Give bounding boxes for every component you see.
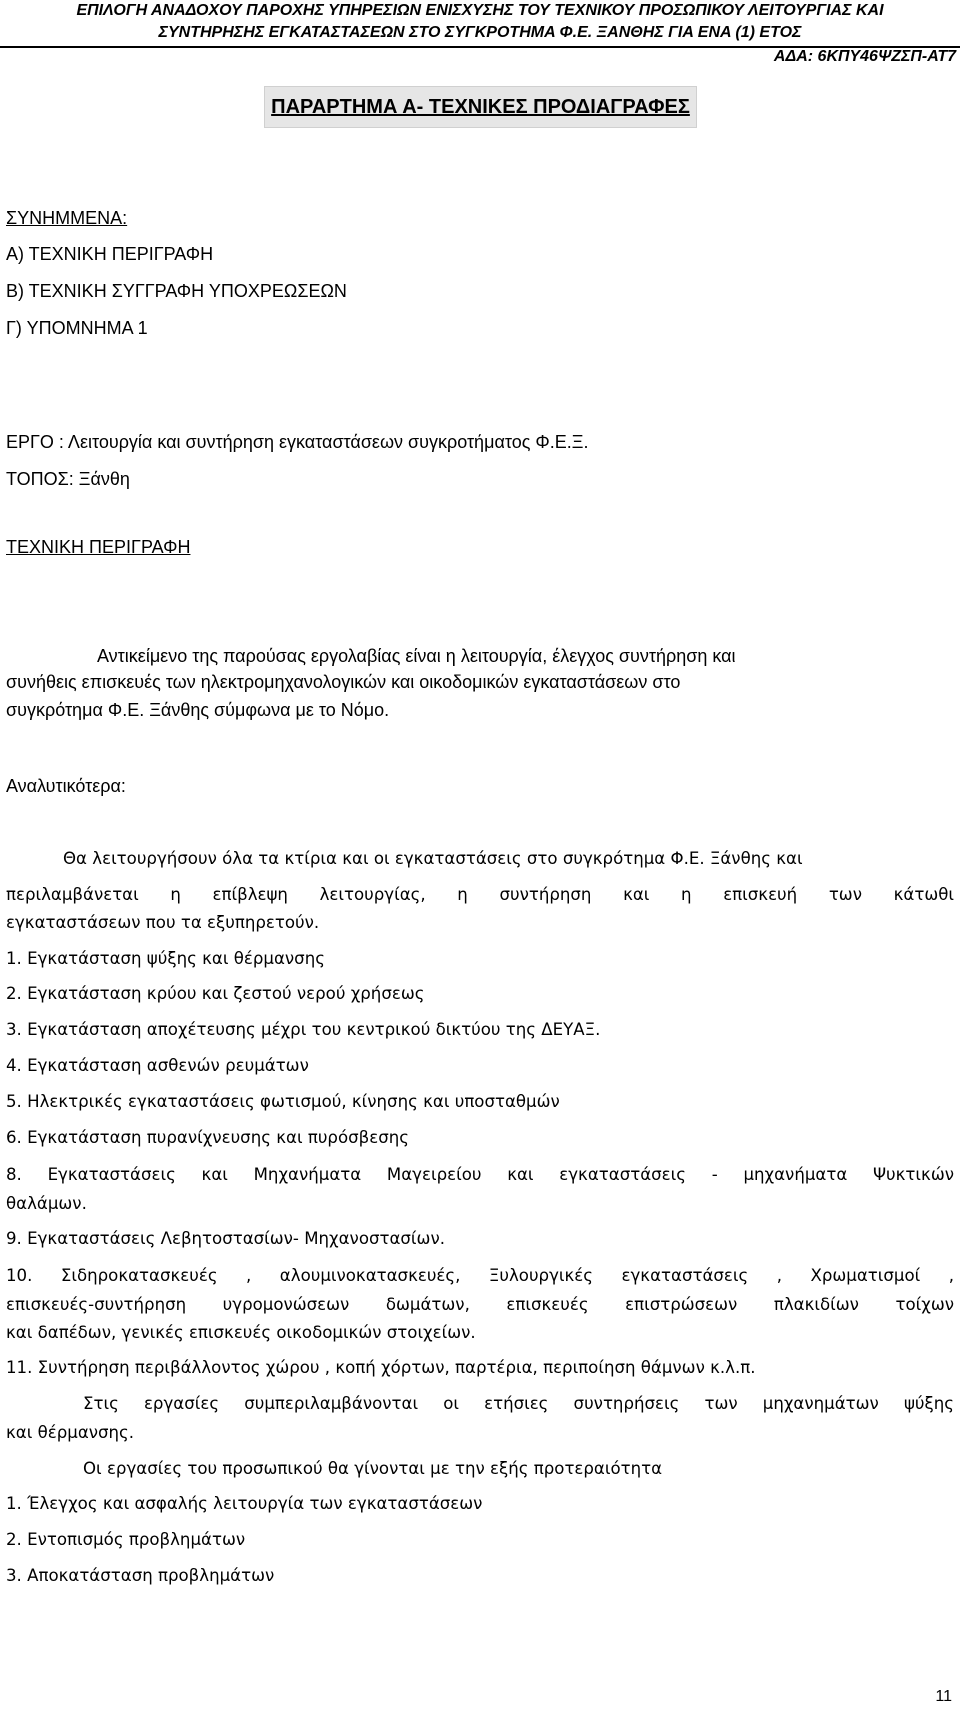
page-number: 11: [935, 1688, 952, 1705]
ada-code: ΑΔΑ: 6ΚΠΥ46ΨΖΣΠ-ΑΤ7: [773, 48, 956, 65]
project-place: ΤΟΠΟΣ: Ξάνθη: [6, 469, 130, 489]
technical-description-heading: ΤΕΧΝΙΚΗ ΠΕΡΙΓΡΑΦΗ: [6, 537, 191, 557]
detail-line-3: εγκαταστάσεων που τα εξυπηρετούν.: [6, 913, 320, 932]
installation-item-8-line-1: 8. Εγκαταστάσεις και Μηχανήματα Μαγειρείου και εγκαταστάσεις - μηχανήματα Ψυκτικών: [6, 1165, 954, 1184]
attachment-item-c: Γ) ΥΠΟΜΝΗΜΑ 1: [6, 318, 148, 338]
attachment-item-a: Α) ΤΕΧΝΙΚΗ ΠΕΡΙΓΡΑΦΗ: [6, 244, 214, 264]
intro-line-3: συγκρότημα Φ.Ε. Ξάνθης σύμφωνα με το Νόμο.: [6, 700, 390, 720]
installation-item-1: 1. Εγκατάσταση ψύξης και θέρμανσης: [6, 949, 325, 968]
installation-item-11: 11. Συντήρηση περιβάλλοντος χώρου , κοπή χόρτων, παρτέρια, περιποίηση θάμνων κ.λ.π.: [6, 1358, 756, 1377]
header-title-line-1: ΕΠΙΛΟΓΗ ΑΝΑΔΟΧΟΥ ΠΑΡΟΧΗΣ ΥΠΗΡΕΣΙΩΝ ΕΝΙΣΧΥΣΗΣ ΤΟΥ ΤΕΧΝΙΚΟΥ ΠΡΟΣΩΠΙΚΟΥ ΛΕΙΤΟΥΡΓΙΑΣ ΚΑΙ: [76, 2, 884, 19]
installation-item-5: 5. Ηλεκτρικές εγκαταστάσεις φωτισμού, κίνησης και υποσταθμών: [6, 1092, 560, 1111]
priority-intro: Οι εργασίες του προσωπικού θα γίνονται με την εξής προτεραιότητα: [83, 1459, 663, 1478]
annex-title: [264, 86, 697, 128]
document-header: [0, 0, 960, 44]
annex-title-text: ΠΑΡΑΡΤΗΜΑ Α- ΤΕΧΝΙΚΕΣ ΠΡΟΔΙΑΓΡΑΦΕΣ: [271, 95, 690, 118]
installation-item-10-line-1: 10. Σιδηροκατασκευές , αλουμινοκατασκευές, Ξυλουργικές εγκαταστάσεις , Χρωματισμοί ,: [6, 1266, 954, 1285]
priority-item-3: 3. Αποκατάσταση προβλημάτων: [6, 1566, 275, 1585]
installation-item-8-line-2: θαλάμων.: [6, 1194, 87, 1213]
project-work: ΕΡΓΟ : Λειτουργία και συντήρηση εγκαταστάσεων συγκροτήματος Φ.Ε.Ξ.: [6, 432, 589, 452]
installation-item-3: 3. Εγκατάσταση αποχέτευσης μέχρι του κεντρικού δικτύου της ΔΕΥΑΞ.: [6, 1020, 601, 1039]
detail-heading: Αναλυτικότερα:: [6, 776, 126, 796]
installation-item-4: 4. Εγκατάσταση ασθενών ρευμάτων: [6, 1056, 309, 1075]
annual-maintenance-line-2: και θέρμανσης.: [6, 1423, 135, 1442]
intro-line-1: Αντικείμενο της παρούσας εργολαβίας είναι η λειτουργία, έλεγχος συντήρηση και: [97, 646, 736, 666]
header-title-line-2: ΣΥΝΤΗΡΗΣΗΣ ΕΓΚΑΤΑΣΤΑΣΕΩΝ ΣΤΟ ΣΥΓΚΡΟΤΗΜΑ Φ.Ε. ΞΑΝΘΗΣ ΓΙΑ ΕΝΑ (1) ΕΤΟΣ: [158, 24, 802, 41]
intro-line-2: συνήθεις επισκευές των ηλεκτρομηχανολογικών και οικοδομικών εγκαταστάσεων στο: [6, 672, 681, 692]
annual-maintenance-line-1: Στις εργασίες συμπεριλαμβάνονται οι ετήσιες συντηρήσεις των μηχανημάτων ψύξης: [83, 1394, 954, 1413]
attachment-item-b: Β) ΤΕΧΝΙΚΗ ΣΥΓΓΡΑΦΗ ΥΠΟΧΡΕΩΣΕΩΝ: [6, 281, 347, 301]
installation-item-2: 2. Εγκατάσταση κρύου και ζεστού νερού χρήσεως: [6, 984, 425, 1003]
detail-line-2: περιλαμβάνεται η επίβλεψη λειτουργίας, η συντήρηση και η επισκευή των κάτωθι: [6, 885, 954, 904]
installation-item-10-line-2: επισκευές-συντήρηση υγρομονώσεων δωμάτων, επισκευές επιστρώσεων πλακιδίων τοίχων: [6, 1295, 954, 1314]
attachments-heading: ΣΥΝΗΜΜΕΝΑ:: [6, 208, 128, 228]
priority-item-1: 1. Έλεγχος και ασφαλής λειτουργία των εγκαταστάσεων: [6, 1494, 483, 1513]
installation-item-6: 6. Εγκατάσταση πυρανίχνευσης και πυρόσβεσης: [6, 1128, 409, 1147]
installation-item-10-line-3: και δαπέδων, γενικές επισκευές οικοδομικών στοιχείων.: [6, 1323, 476, 1342]
installation-item-9: 9. Εγκαταστάσεις Λεβητοστασίων- Μηχανοστασίων.: [6, 1229, 445, 1248]
detail-line-1: Θα λειτουργήσουν όλα τα κτίρια και οι εγκαταστάσεις στο συγκρότημα Φ.Ε. Ξάνθης και: [63, 849, 803, 868]
priority-item-2: 2. Εντοπισμός προβλημάτων: [6, 1530, 246, 1549]
